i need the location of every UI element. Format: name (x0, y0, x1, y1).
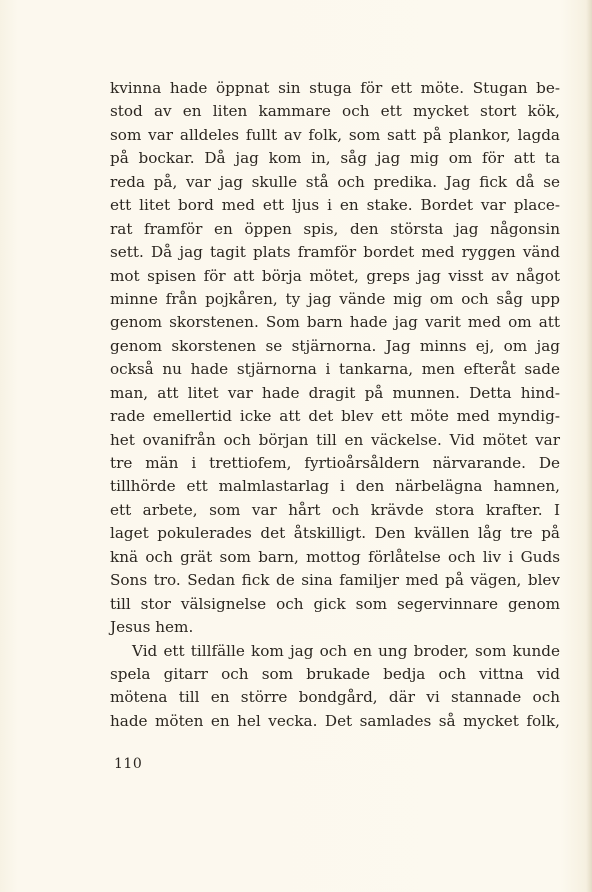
text-line: het ovanifrån och början till en väckelse. Vid mötet var (110, 430, 560, 449)
text-line: på bockar. Då jag kom in, såg jag mig om för att ta (110, 149, 560, 168)
text-line: kvinna hade öppnat sin stuga för ett möte. Stugan be- (110, 79, 560, 97)
page-edge-shadow (586, 0, 592, 892)
text-line: Sons tro. Sedan fick de sina familjer med på vägen, blev (110, 571, 560, 590)
text-line: rade emellertid icke att det blev ett möte med myndig- (110, 407, 560, 426)
text-line: ett litet bord med ett ljus i en stake. Bordet var place- (110, 196, 560, 215)
text-line: laget pokulerades det åtskilligt. Den kvällen låg tre på (110, 524, 560, 543)
text-line: till stor välsignelse och gick som segervinnare genom (110, 594, 560, 613)
text-line: genom skorstenen. Som barn hade jag varit med om att (110, 313, 560, 332)
body-text (110, 77, 560, 733)
text-line: spela gitarr och som brukade bedja och vittna vid (110, 664, 560, 683)
text-line: tillhörde ett malmlastarlag i den närbelägna hamnen, (110, 477, 560, 496)
paragraph-start-line: Vid ett tillfälle kom jag och en ung broder, som kunde (132, 641, 560, 660)
text-line: mot spisen för att börja mötet, greps jag visst av något (110, 266, 560, 285)
text-line: rat framför en öppen spis, den största jag någonsin (110, 219, 560, 238)
text-line: genom skorstenen se stjärnorna. Jag minns ej, om jag (110, 336, 560, 355)
page-number: 110 (114, 756, 143, 772)
text-line: minne från pojkåren, ty jag vände mig om och såg upp (110, 289, 560, 308)
text-line: stod av en liten kammare och ett mycket stort kök, (110, 102, 560, 121)
paragraph-end-line: Jesus hem. (110, 618, 194, 637)
text-line: hade möten en hel vecka. Det samlades så mycket folk, (110, 711, 560, 730)
text-line: mötena till en större bondgård, där vi stannade och (110, 688, 560, 707)
text-line: ett arbete, som var hårt och krävde stora krafter. I (110, 500, 560, 519)
text-line: också nu hade stjärnorna i tankarna, men efteråt sade (110, 360, 560, 379)
text-line: man, att litet var hade dragit på munnen. Detta hind- (110, 383, 560, 402)
text-line: knä och grät som barn, mottog förlåtelse och liv i Guds (110, 547, 560, 566)
text-line: reda på, var jag skulle stå och predika. Jag fick då se (110, 172, 560, 191)
text-line: sett. Då jag tagit plats framför bordet med ryggen vänd (110, 243, 560, 262)
text-line: tre män i trettiofem, fyrtioårsåldern närvarande. De (110, 454, 560, 472)
text-line: som var alldeles fullt av folk, som satt på plankor, lagda (110, 125, 560, 144)
